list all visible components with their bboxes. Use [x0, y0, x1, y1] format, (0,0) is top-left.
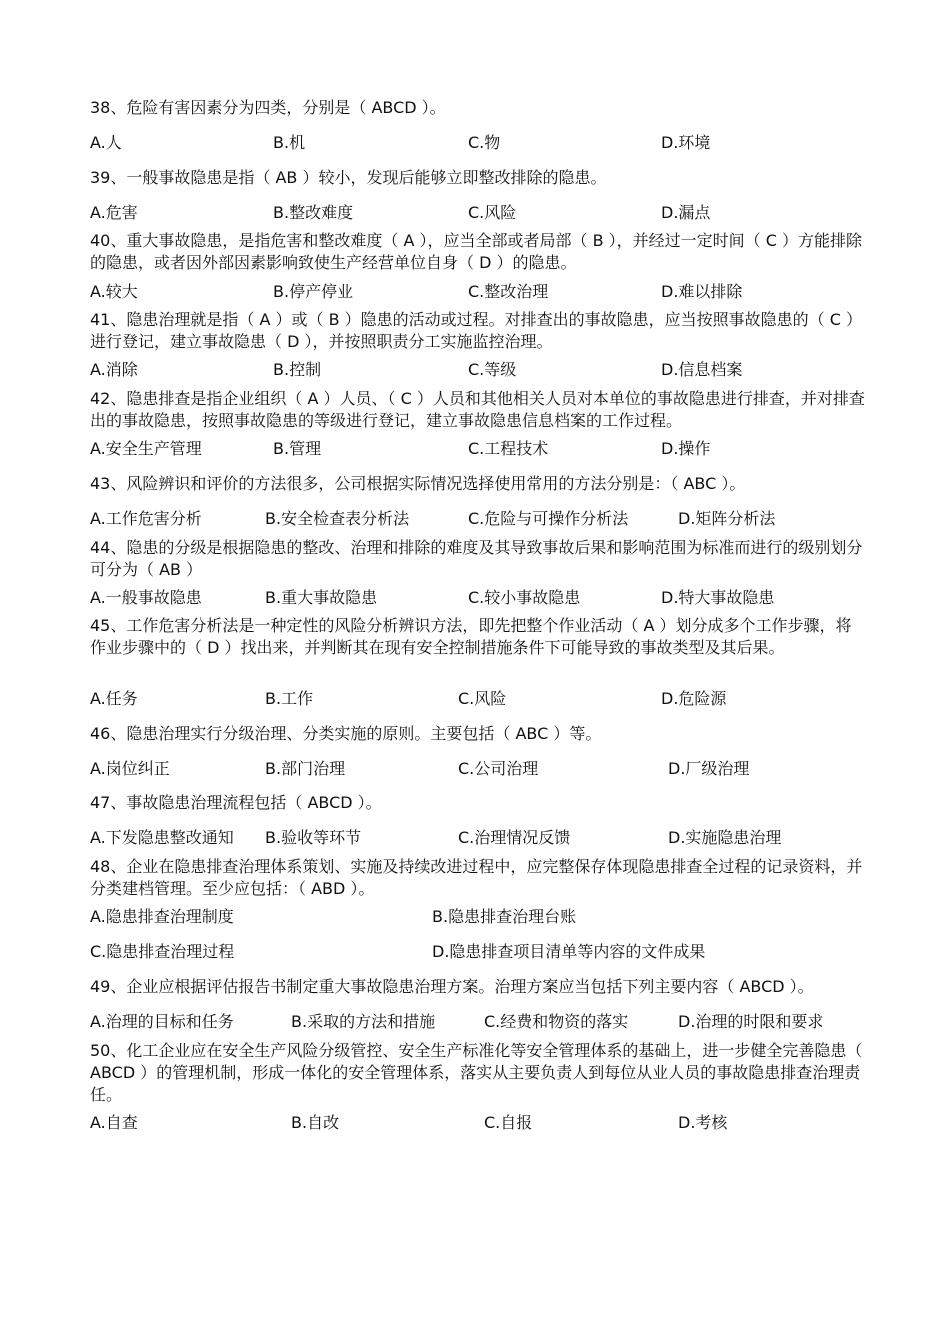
- q47-option-a: A.下发隐患整改通知: [90, 828, 234, 847]
- q40-option-a: A.较大: [90, 282, 138, 301]
- question-46: 46、隐患治理实行分级治理、分类实施的原则。主要包括（ ABC ）等。: [90, 724, 602, 743]
- q49-option-d: D.治理的时限和要求: [678, 1012, 824, 1031]
- q50-option-b: B.自改: [291, 1113, 340, 1132]
- question-44: 44、隐患的分级是根据隐患的整改、治理和排除的难度及其导致事故后果和影响范围为标准而进行的级别划分可分为（ AB ）: [90, 538, 863, 579]
- q44-option-b: B.重大事故隐患: [265, 588, 378, 607]
- q50-option-c: C.自报: [484, 1113, 533, 1132]
- q44-option-d: D.特大事故隐患: [661, 588, 775, 607]
- q43-option-b: B.安全检查表分析法: [265, 509, 410, 528]
- q40-option-b: B.停产停业: [273, 282, 354, 301]
- q49-option-c: C.经费和物资的落实: [484, 1012, 629, 1031]
- q47-option-b: B.验收等环节: [265, 828, 362, 847]
- q39-option-a: A.危害: [90, 203, 138, 222]
- q46-option-a: A.岗位纠正: [90, 759, 170, 778]
- q38-option-b: B.机: [273, 133, 306, 152]
- q41-option-d: D.信息档案: [661, 360, 743, 379]
- q41-option-b: B.控制: [273, 360, 322, 379]
- q40-option-c: C.整改治理: [468, 282, 549, 301]
- q42-option-c: C.工程技术: [468, 439, 549, 458]
- q48-option-b: B.隐患排查治理台账: [432, 907, 577, 926]
- q49-option-b: B.采取的方法和措施: [291, 1012, 436, 1031]
- q39-option-d: D.漏点: [661, 203, 711, 222]
- q44-option-c: C.较小事故隐患: [468, 588, 581, 607]
- q41-option-c: C.等级: [468, 360, 517, 379]
- q47-option-d: D.实施隐患治理: [668, 828, 782, 847]
- q38-option-d: D.环境: [661, 133, 711, 152]
- question-40: 40、重大事故隐患，是指危害和整改难度（ A ），应当全部或者局部（ B ），并经过一定时间（ C ）方能排除的隐患，或者因外部因素影响致使生产经营单位自身（ D ）的隐患。: [90, 231, 862, 272]
- q39-option-c: C.风险: [468, 203, 517, 222]
- q47-option-c: C.治理情况反馈: [458, 828, 571, 847]
- q40-option-d: D.难以排除: [661, 282, 743, 301]
- question-45: 45、工作危害分析法是一种定性的风险分析辨识方法，即先把整个作业活动（ A ）划分成多个工作步骤，将作业步骤中的（ D ）找出来，并判断其在现有安全控制措施条件下可能导致的事故类型及其后果。: [90, 616, 852, 657]
- q46-option-d: D.厂级治理: [668, 759, 750, 778]
- q43-option-d: D.矩阵分析法: [678, 509, 776, 528]
- q42-option-d: D.操作: [661, 439, 711, 458]
- question-47: 47、事故隐患治理流程包括（ ABCD ）。: [90, 793, 382, 812]
- q50-option-d: D.考核: [678, 1113, 728, 1132]
- q46-option-c: C.公司治理: [458, 759, 539, 778]
- q48-option-a: A.隐患排查治理制度: [90, 907, 234, 926]
- q38-option-a: A.人: [90, 133, 122, 152]
- q45-option-d: D.危险源: [661, 689, 727, 708]
- question-42: 42、隐患排查是指企业组织（ A ）人员、（ C ）人员和其他相关人员对本单位的事故隐患进行排查，并对排查出的事故隐患，按照事故隐患的等级进行登记，建立事故隐患信息档案的工作过程。: [90, 389, 865, 430]
- question-48: 48、企业在隐患排查治理体系策划、实施及持续改进过程中，应完整保存体现隐患排查全过程的记录资料，并分类建档管理。至少应包括：（ ABD ）。: [90, 857, 863, 898]
- q48-option-c: C.隐患排查治理过程: [90, 942, 235, 961]
- question-38: 38、危险有害因素分为四类，分别是（ ABCD ）。: [90, 98, 446, 117]
- question-43: 43、风险辨识和评价的方法很多，公司根据实际情况选择使用常用的方法分别是：（ ABC ）。: [90, 474, 746, 493]
- question-49: 49、企业应根据评估报告书制定重大事故隐患治理方案。治理方案应当包括下列主要内容（ ABCD ）。: [90, 977, 814, 996]
- q43-option-c: C.危险与可操作分析法: [468, 509, 629, 528]
- question-50: 50、化工企业应在安全生产风险分级管控、安全生产标准化等安全管理体系的基础上，进一步健全完善隐患（ ABCD ）的管理机制，形成一体化的安全管理体系，落实从主要负责人到每位从业人员的事故隐患排查治理责任。: [90, 1041, 863, 1104]
- q38-option-c: C.物: [468, 133, 501, 152]
- q44-option-a: A.一般事故隐患: [90, 588, 202, 607]
- q50-option-a: A.自查: [90, 1113, 138, 1132]
- question-41: 41、隐患治理就是指（ A ）或（ B ）隐患的活动或过程。对排查出的事故隐患，应当按照事故隐患的（ C ）进行登记，建立事故隐患（ D ），并按照职责分工实施监控治理。: [90, 310, 862, 351]
- q45-option-c: C.风险: [458, 689, 507, 708]
- q45-option-a: A.任务: [90, 689, 138, 708]
- q49-option-a: A.治理的目标和任务: [90, 1012, 234, 1031]
- q43-option-a: A.工作危害分析: [90, 509, 202, 528]
- q46-option-b: B.部门治理: [265, 759, 346, 778]
- q42-option-b: B.管理: [273, 439, 322, 458]
- q48-option-d: D.隐患排查项目清单等内容的文件成果: [432, 942, 706, 961]
- q39-option-b: B.整改难度: [273, 203, 354, 222]
- q45-option-b: B.工作: [265, 689, 314, 708]
- question-39: 39、一般事故隐患是指（ AB ）较小，发现后能够立即整改排除的隐患。: [90, 168, 607, 187]
- q41-option-a: A.消除: [90, 360, 138, 379]
- q42-option-a: A.安全生产管理: [90, 439, 202, 458]
